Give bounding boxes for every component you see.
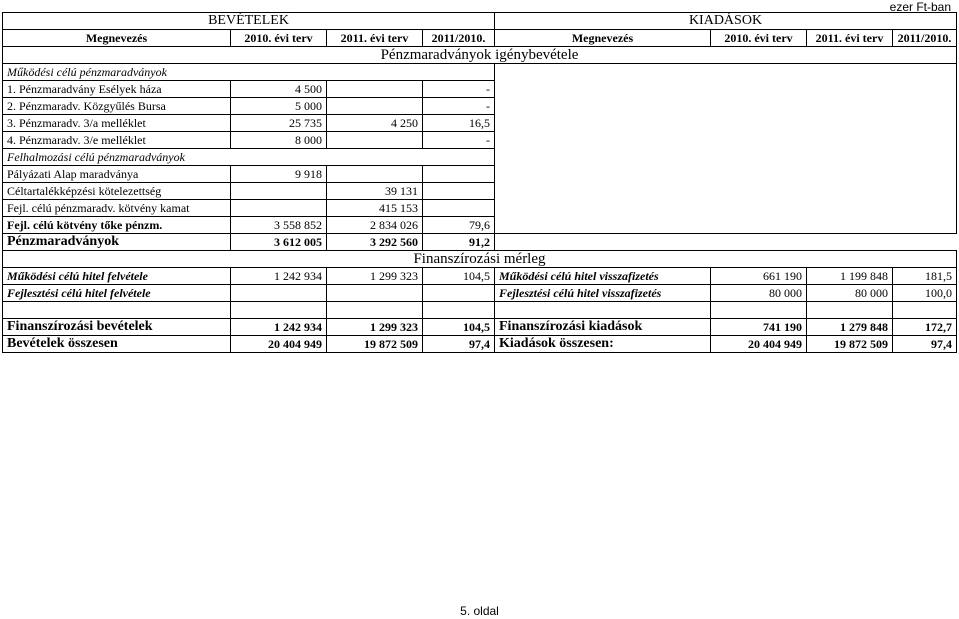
table-row xyxy=(3,285,957,302)
grand-total-row xyxy=(3,336,957,353)
row-name: Pályázati Alap maradványa xyxy=(3,166,231,183)
left-2010 xyxy=(231,285,327,302)
spacer-cell xyxy=(711,302,807,319)
spacer-cell xyxy=(423,302,495,319)
left-ratio: 104,5 xyxy=(423,319,495,336)
row-2010: 8 000 xyxy=(231,132,327,149)
row-name: 1. Pénzmaradvány Esélyek háza xyxy=(3,81,231,98)
left-2011: 19 872 509 xyxy=(327,336,423,353)
right-ratio: 172,7 xyxy=(893,319,957,336)
row-2010: 9 918 xyxy=(231,166,327,183)
right-name: Működési célú hitel visszafizetés xyxy=(495,268,711,285)
row-ratio xyxy=(423,200,495,217)
row-name: Céltartalékképzési kötelezettség xyxy=(3,183,231,200)
section1-right-blank xyxy=(495,64,957,234)
section2-title: Finanszírozási mérleg xyxy=(3,251,957,268)
section1-title-row xyxy=(3,47,957,64)
left-2010: 1 242 934 xyxy=(231,319,327,336)
budget-table xyxy=(2,12,957,353)
row-name: Fejl. célú kötvény tőke pénzm. xyxy=(3,217,231,234)
row-ratio xyxy=(423,183,495,200)
left-ratio: 104,5 xyxy=(423,268,495,285)
residuals-total-row xyxy=(3,234,957,251)
group-capital-label: Felhalmozási célú pénzmaradványok xyxy=(3,149,495,166)
left-name: Bevételek összesen xyxy=(3,336,231,353)
col-header-ratio-left: 2011/2010. xyxy=(423,30,495,47)
right-ratio: 97,4 xyxy=(893,336,957,353)
left-2011: 1 299 323 xyxy=(327,319,423,336)
header-columns-row xyxy=(3,30,957,47)
right-2010: 661 190 xyxy=(711,268,807,285)
right-name: Finanszírozási kiadások xyxy=(495,319,711,336)
total-2010: 3 612 005 xyxy=(231,234,327,251)
col-header-name-right: Megnevezés xyxy=(495,30,711,47)
col-header-ratio-right: 2011/2010. xyxy=(893,30,957,47)
right-name: Kiadások összesen: xyxy=(495,336,711,353)
col-header-2010-right: 2010. évi terv xyxy=(711,30,807,47)
total-name: Pénzmaradványok xyxy=(3,234,231,251)
right-2011: 80 000 xyxy=(807,285,893,302)
row-ratio: 79,6 xyxy=(423,217,495,234)
row-ratio: - xyxy=(423,81,495,98)
row-2010 xyxy=(231,183,327,200)
spacer-cell xyxy=(327,302,423,319)
left-name: Fejlesztési célú hitel felvétele xyxy=(3,285,231,302)
row-ratio xyxy=(423,166,495,183)
row-name: 2. Pénzmaradv. Közgyűlés Bursa xyxy=(3,98,231,115)
revenue-title: BEVÉTELEK xyxy=(3,13,495,30)
left-ratio: 97,4 xyxy=(423,336,495,353)
row-2011: 4 250 xyxy=(327,115,423,132)
header-title-row xyxy=(3,13,957,30)
right-2010: 20 404 949 xyxy=(711,336,807,353)
row-2010 xyxy=(231,200,327,217)
row-2011: 415 153 xyxy=(327,200,423,217)
spacer-cell xyxy=(807,302,893,319)
right-ratio: 100,0 xyxy=(893,285,957,302)
row-2011 xyxy=(327,166,423,183)
total-2011: 3 292 560 xyxy=(327,234,423,251)
group-operating-row xyxy=(3,64,957,81)
col-header-2010-left: 2010. évi terv xyxy=(231,30,327,47)
spacer-row xyxy=(3,302,957,319)
spacer-cell xyxy=(3,302,231,319)
row-ratio: 16,5 xyxy=(423,115,495,132)
spacer-cell xyxy=(231,302,327,319)
spacer-cell xyxy=(893,302,957,319)
row-2011 xyxy=(327,132,423,149)
row-ratio: - xyxy=(423,132,495,149)
left-2010: 1 242 934 xyxy=(231,268,327,285)
left-name: Működési célú hitel felvétele xyxy=(3,268,231,285)
col-header-2011-left: 2011. évi terv xyxy=(327,30,423,47)
row-2010: 25 735 xyxy=(231,115,327,132)
group-operating-label: Működési célú pénzmaradványok xyxy=(3,64,495,81)
right-2011: 1 199 848 xyxy=(807,268,893,285)
left-name: Finanszírozási bevételek xyxy=(3,319,231,336)
unit-label: ezer Ft-ban xyxy=(889,0,951,14)
page-number: 5. oldal xyxy=(460,604,499,618)
row-2011: 2 834 026 xyxy=(327,217,423,234)
row-2011 xyxy=(327,81,423,98)
row-name: Fejl. célú pénzmaradv. kötvény kamat xyxy=(3,200,231,217)
table-row xyxy=(3,268,957,285)
row-name: 4. Pénzmaradv. 3/e melléklet xyxy=(3,132,231,149)
left-ratio xyxy=(423,285,495,302)
spacer-cell xyxy=(495,302,711,319)
financing-total-row xyxy=(3,319,957,336)
right-2011: 19 872 509 xyxy=(807,336,893,353)
col-header-name-left: Megnevezés xyxy=(3,30,231,47)
expense-title: KIADÁSOK xyxy=(495,13,957,30)
right-name: Fejlesztési célú hitel visszafizetés xyxy=(495,285,711,302)
left-2010: 20 404 949 xyxy=(231,336,327,353)
row-2010: 4 500 xyxy=(231,81,327,98)
row-2011 xyxy=(327,98,423,115)
left-2011 xyxy=(327,285,423,302)
col-header-2011-right: 2011. évi terv xyxy=(807,30,893,47)
right-ratio: 181,5 xyxy=(893,268,957,285)
row-ratio: - xyxy=(423,98,495,115)
row-2010: 3 558 852 xyxy=(231,217,327,234)
right-2010: 80 000 xyxy=(711,285,807,302)
row-2011: 39 131 xyxy=(327,183,423,200)
row-2010: 5 000 xyxy=(231,98,327,115)
row-name: 3. Pénzmaradv. 3/a melléklet xyxy=(3,115,231,132)
section1-title: Pénzmaradványok igénybevétele xyxy=(3,47,957,64)
total-ratio: 91,2 xyxy=(423,234,495,251)
right-2010: 741 190 xyxy=(711,319,807,336)
left-2011: 1 299 323 xyxy=(327,268,423,285)
section2-title-row xyxy=(3,251,957,268)
right-2011: 1 279 848 xyxy=(807,319,893,336)
